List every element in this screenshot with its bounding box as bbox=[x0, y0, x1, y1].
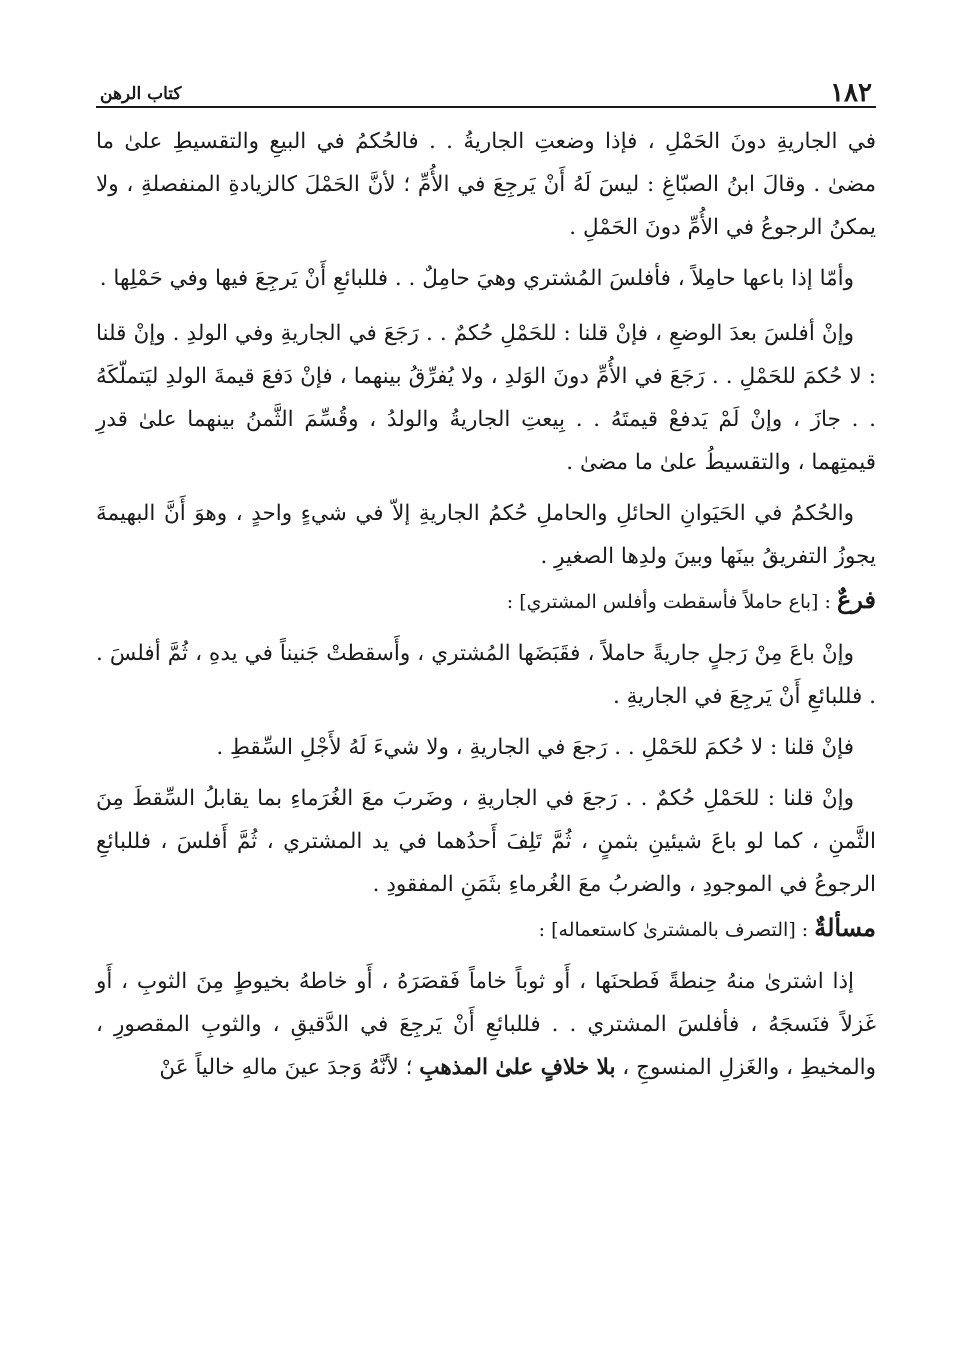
far-heading-key: فرعٌ bbox=[836, 585, 876, 614]
paragraph-6: فإنْ قلنا : لا حُكمَ للحَمْلِ . . رَجعَ في الجاريةِ ، ولا شيءَ لَهُ لأَجْلِ السِّقطِ . bbox=[216, 735, 854, 760]
paragraph-5: وإنْ باعَ مِنْ رَجلٍ جاريةً حاملاً ، فقَبَضَها المُشتري ، وأَسقطتْ جَنيناً في يدهِ ، ثُمَّ أفلسَ . . فللبائعِ أَنْ يَرجِعَ في الجاريةِ . bbox=[96, 641, 876, 709]
book-page bbox=[96, 78, 876, 1348]
running-title: كتاب الرهن bbox=[100, 84, 182, 104]
paragraph-4: والحُكمُ في الحَيَوانِ الحائلِ والحاملِ حُكمُ الجاريةِ إلاّ في شيءٍ واحدٍ ، وهوَ أَنَّ البهيمةَ يجوزُ التفريقُ بينَها وبينَ ولدِها الصغيرِ . bbox=[96, 501, 876, 569]
paragraph-8-emphasis: بلا خلافٍ علىٰ المذهبِ bbox=[419, 1055, 616, 1080]
paragraph-1: في الجاريةِ دونَ الحَمْلِ ، فإذا وضعتِ الجاريةُ . . فالحُكمُ في البيعِ والتقسيطِ علىٰ ما مضىٰ . وقالَ ابنُ الصبّاغِ : ليسَ لَهُ أَنْ يَرجِعَ في الأُمِّ ؛ لأنَّ الحَمْلَ كالزيادةِ المنفصلةِ ، ولا يمكنُ الرجوعُ في الأُمِّ دونَ الحَمْلِ . bbox=[96, 129, 876, 240]
masala-heading-key: مسألةٌ bbox=[814, 913, 876, 942]
page-header bbox=[96, 78, 876, 108]
paragraph-7: وإنْ قلنا : للحَمْلِ حُكمٌ . . رَجعَ في الجاريةِ ، وضَربَ معَ الغُرَماءِ بما يقابلُ السِّقطَ مِنَ الثَّمنِ ، كما لو باعَ شيئينِ بثمنٍ ، ثُمَّ تَلِفَ أَحدُهما في يد المشتري ، ثُمَّ أَفلسَ ، فللبائعِ الرجوعُ في الموجودِ ، والضربُ معَ الغُرماءِ بثَمَنِ المفقودِ . bbox=[96, 786, 876, 897]
paragraph-2: وأمّا إذا باعها حامِلاً ، فأفلسَ المُشتري وهيَ حامِلٌ . . فللبائعِ أَنْ يَرجِعَ فيها وفي حَمْلِها . bbox=[99, 266, 854, 291]
page-number: ١٨٢ bbox=[830, 78, 872, 108]
far-heading bbox=[96, 578, 876, 624]
paragraph-3: وإنْ أفلسَ بعدَ الوضعِ ، فإنْ قلنا : للحَمْلِ حُكمٌ . . رَجَعَ في الجاريةِ وفي الولدِ . وإنْ قلنا : لا حُكمَ للحَمْلِ . . رَجَعَ في الأُمِّ دونَ الوَلدِ ، ولا يُفرِّقُ بينهما ، فإنْ دَفعَ قيمةَ الولدِ ليَتملّكَهُ . . جازَ ، وإنْ لَمْ يَدفعْ قيمتَهُ . . بِيعتِ الجاريةُ والولدُ ، وقُسِّمَ الثَّمنُ بينهما علىٰ قدرِ قيمتِهما ، والتقسيطُ علىٰ ما مضىٰ . bbox=[96, 321, 876, 475]
masala-heading bbox=[96, 906, 876, 952]
masala-heading-title: : [التصرف بالمشترىٰ كاستعماله] : bbox=[538, 919, 815, 941]
far-heading-title: : [باع حاملاً فأسقطت وأفلس المشتري] : bbox=[506, 591, 837, 613]
paragraph-8-part-1: إذا اشترىٰ منهُ حِنطةً فَطحنَها ، أَو ثوباً خاماً فَقصَرَهُ ، أَو خاطهُ بخيوطٍ مِنَ الثوبِ ، أَو غَزلاً فنَسجَهُ ، فأفلسَ المشتري . . فللبائعِ أَنْ يَرجِعَ في الدَّقيقِ ، والثوبِ المقصورِ ، والمخيطِ ، والغَزلِ المنسوجِ ، bbox=[96, 969, 876, 1080]
paragraph-8-part-2: ؛ لأنَّهُ وَجدَ عينَ مالهِ خالياً عَنْ bbox=[159, 1055, 420, 1080]
paragraph-8 bbox=[96, 960, 876, 1089]
